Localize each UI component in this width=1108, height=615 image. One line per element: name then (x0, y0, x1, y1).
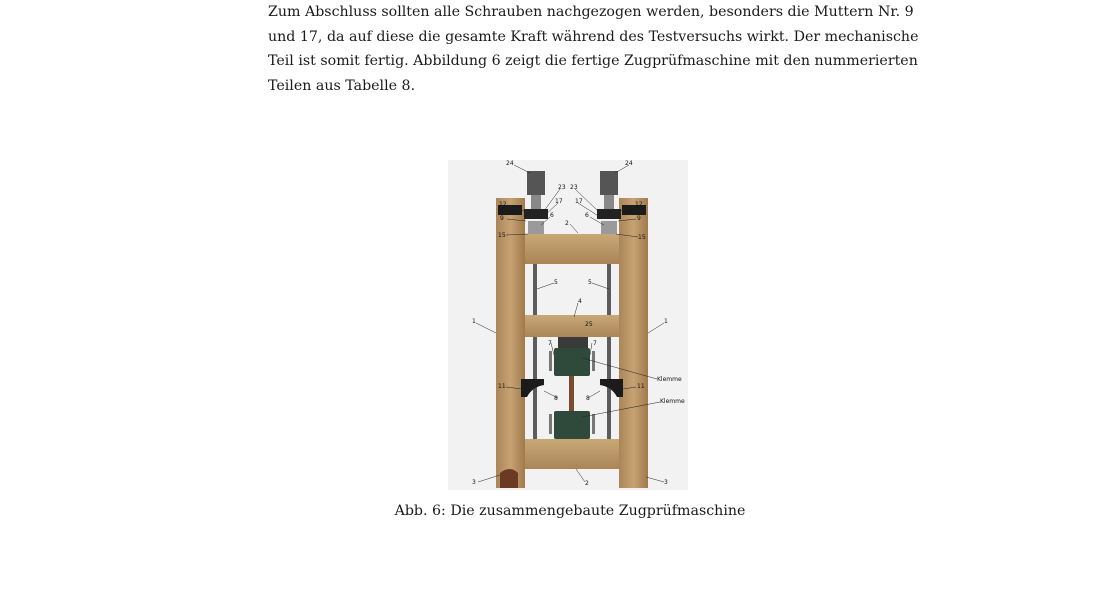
left-wooden-post (496, 198, 525, 488)
label-5-right: 5 (588, 279, 592, 286)
label-7-left: 7 (548, 340, 552, 347)
label-2-top: 2 (565, 220, 569, 227)
paragraph-line-2: und 17, da auf diese die gesamte Kraft während des Testversuchs wirkt. Der mechanische (268, 28, 919, 45)
label-5-left: 5 (554, 279, 558, 286)
bottom-beam (525, 439, 619, 469)
label-8-right: 8 (586, 395, 590, 402)
label-11-left: 11 (498, 383, 506, 390)
label-12-left: 12 (499, 201, 507, 208)
machine-drawing (448, 155, 698, 495)
lower-clamp-screw-left (549, 414, 552, 434)
right-bearing (601, 221, 617, 234)
label-17-left: 17 (555, 198, 563, 205)
label-15-left: 15 (498, 232, 506, 239)
label-4: 4 (578, 298, 582, 305)
label-klemme-lower: Klemme (660, 398, 685, 405)
label-3-left: 3 (472, 479, 476, 486)
top-beam (525, 234, 619, 264)
label-24-left: 24 (506, 160, 514, 167)
label-11-right: 11 (637, 383, 645, 390)
label-12-right: 12 (635, 201, 643, 208)
label-1-right: 1 (664, 318, 668, 325)
paragraph-line-1: Zum Abschluss sollten alle Schrauben nachgezogen werden, besonders die Muttern Nr. 9 (268, 4, 914, 20)
label-2-bottom: 2 (585, 480, 589, 487)
label-8-left: 8 (554, 395, 558, 402)
right-wooden-post (619, 198, 648, 488)
label-25: 25 (585, 321, 593, 328)
upper-clamp-screw-left (549, 351, 552, 371)
label-23-right: 23 (570, 184, 578, 191)
right-motor-coupling (604, 195, 614, 209)
upper-clamp (554, 348, 590, 376)
left-foot-mark (500, 469, 518, 488)
label-klemme-upper: Klemme (657, 376, 682, 383)
label-17-right: 17 (575, 198, 583, 205)
label-23-left: 23 (558, 184, 566, 191)
label-15-right: 15 (638, 234, 646, 241)
left-motor-coupling (531, 195, 541, 209)
test-specimen (569, 376, 574, 412)
load-cell (558, 337, 588, 349)
moving-crosshead (525, 315, 619, 337)
label-3-right: 3 (664, 479, 668, 486)
left-threaded-rod (533, 264, 537, 439)
label-1-left: 1 (472, 318, 476, 325)
tensile-testing-machine-figure (448, 155, 698, 495)
body-paragraph (268, 0, 919, 98)
label-24-right: 24 (625, 160, 633, 167)
right-threaded-rod (607, 264, 611, 439)
lower-clamp-screw-right (592, 414, 595, 434)
right-motor-mount (597, 209, 621, 219)
paragraph-line-4: Teilen aus Tabelle 8. (268, 77, 416, 94)
label-9-left: 9 (500, 215, 504, 222)
left-bearing (528, 221, 544, 234)
label-7-right: 7 (593, 340, 597, 347)
left-stepper-motor (527, 171, 545, 195)
label-6-left: 6 (550, 212, 554, 219)
figure-caption: Abb. 6: Die zusammengebaute Zugprüfmaschine (394, 503, 746, 519)
lower-clamp (554, 411, 590, 439)
right-stepper-motor (600, 171, 618, 195)
paragraph-line-3: Teil ist somit fertig. Abbildung 6 zeigt die fertige Zugprüfmaschine mit den nummerierten (268, 53, 918, 69)
label-6-right: 6 (585, 212, 589, 219)
label-9-right: 9 (637, 215, 641, 222)
